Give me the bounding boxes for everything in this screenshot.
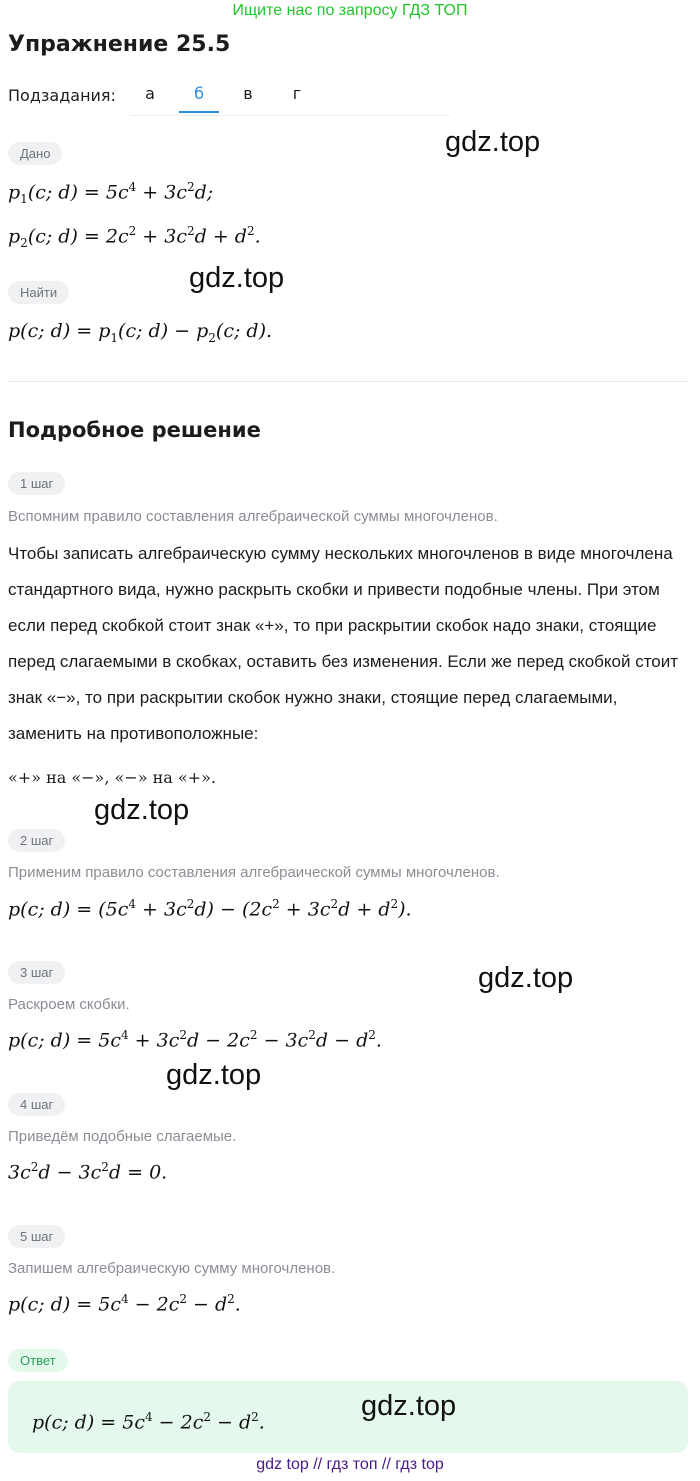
tabs-divider (130, 115, 450, 116)
watermark: gdz.top (166, 1059, 262, 1091)
step-1-hint: Вспомним правило составления алгебраической суммы многочленов. (8, 508, 498, 525)
step-2-formula: p(c; $d) = (5c^4 + 3c^2d) - (2c^2 + 3c^2d + d^2)$. (8, 897, 412, 921)
section-divider (8, 381, 688, 382)
find-badge: Найти (8, 281, 69, 304)
given-p1-formula: $p_1(c$; $d) = 5c^4 + 3c^2d$; (8, 180, 214, 207)
watermark: gdz.top (445, 126, 541, 158)
find-formula: p(c; $d) = p_1(c$; $d) - p_2(c$; d). (8, 320, 273, 345)
watermark: gdz.top (478, 962, 574, 994)
step-2-badge: 2 шаг (8, 829, 65, 852)
step-3-badge: 3 шаг (8, 961, 65, 984)
page-title: Упражнение 25.5 (8, 32, 231, 57)
step-1-text: Чтобы записать алгебраическую сумму нескольких многочленов в виде многочлена стандартного вида, нужно раскрыть скобки и привести подобные члены. При этом если перед скобкой стоит знак «+», то при раскрытии скобок надо знаки, стоящие перед слагаемыми в скобках, оставить без изменения. Если же перед скобкой стоит знак «−», то при раскрытии скобок нужно знаки, стоящие перед слагаемыми, заменить на противоположные: (8, 544, 679, 743)
step-3-formula: p(c; $d) = 5c^4 + 3c^2d - 2c^2 - 3c^2d - d^2$. (8, 1028, 382, 1052)
subtasks-label: Подзадания: (8, 86, 116, 105)
subtask-tab-g[interactable]: г (292, 84, 302, 103)
subtask-tab-a[interactable]: а (145, 84, 155, 103)
watermark: gdz.top (361, 1390, 457, 1422)
answer-formula: p(c; $d) = 5c^4 - 2c^2 - d^2$. (32, 1410, 265, 1434)
step-3-hint: Раскроем скобки. (8, 996, 130, 1013)
step-4-badge: 4 шаг (8, 1093, 65, 1116)
footer-links[interactable]: gdz top // гдз топ // гдз top (256, 1456, 444, 1473)
subtask-tab-v[interactable]: в (243, 84, 253, 103)
step-5-badge: 5 шаг (8, 1225, 65, 1248)
watermark: gdz.top (189, 262, 285, 294)
step-2-hint: Применим правило составления алгебраической суммы многочленов. (8, 864, 500, 881)
given-badge: Дано (8, 142, 62, 165)
step-5-formula: p(c; $d) = 5c^4 - 2c^2 - d^2$. (8, 1292, 241, 1316)
solution-heading: Подробное решение (8, 418, 261, 442)
step-5-hint: Запишем алгебраическую сумму многочленов. (8, 1260, 336, 1277)
step-1-rule: «+» на «−», «−» на «+». (8, 768, 216, 787)
step-4-hint: Приведём подобные слагаемые. (8, 1128, 237, 1145)
given-p2-formula: $p_2(c$; $d) = 2c^2 + 3c^2d + d^2$. (8, 224, 261, 251)
step-1-badge: 1 шаг (8, 472, 65, 495)
subtask-tab-b[interactable]: б (179, 84, 219, 113)
watermark: gdz.top (94, 794, 190, 826)
answer-badge: Ответ (8, 1349, 68, 1372)
step-4-formula: $3c^2d - 3c^2d = 0$. (8, 1160, 168, 1184)
promo-banner[interactable]: Ищите нас по запросу ГДЗ ТОП (232, 2, 468, 19)
